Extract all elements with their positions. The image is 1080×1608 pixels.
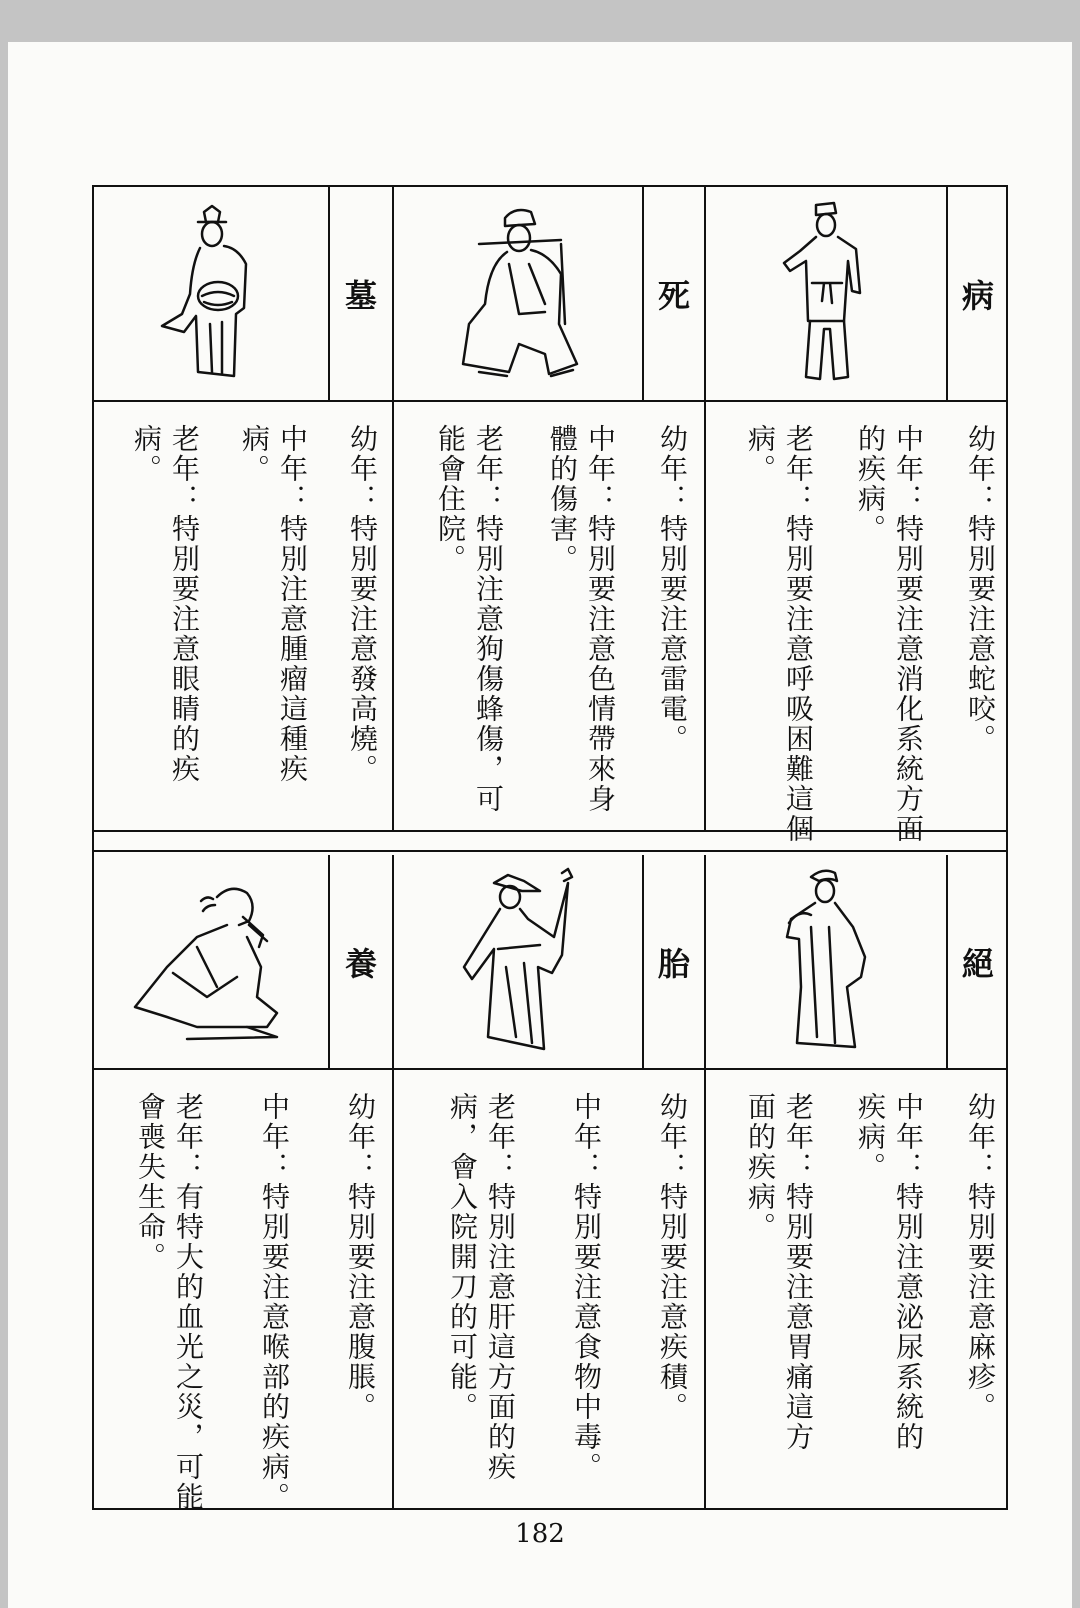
cell-text (394, 402, 704, 830)
cell-embryo (394, 855, 706, 1510)
text-line: 中年：特別要注意色情帶來身 (584, 424, 617, 814)
stage-label: 病 (961, 276, 994, 315)
cell-illness (706, 187, 1008, 844)
cell-tomb (94, 187, 394, 830)
cell-text (706, 1070, 1008, 1510)
text-line: 老年：特別要注意眼睛的疾 (168, 424, 201, 784)
text-line: 老年：特別注意狗傷蜂傷，可 (472, 424, 505, 814)
cell-header (94, 855, 392, 1070)
cell-text (94, 1070, 392, 1510)
label-box (328, 187, 392, 400)
cell-header (706, 187, 1008, 402)
text-line: 幼年：特別要注意麻疹。 (964, 1092, 997, 1422)
text-line: 中年：特別注意泌尿系統的 (892, 1092, 925, 1452)
cell-header (394, 187, 704, 402)
robed-man-holding-jar-illustration (94, 187, 330, 400)
label-box (642, 855, 704, 1068)
text-line: 會喪失生命。 (134, 1092, 167, 1272)
text-line: 體的傷害。 (546, 424, 579, 574)
cell-header (394, 855, 704, 1070)
text-line: 面的疾病。 (744, 1092, 777, 1242)
cell-death (394, 187, 706, 830)
dancing-scholar-illustration (394, 855, 644, 1068)
text-line: 病，會入院開刀的可能。 (446, 1092, 479, 1422)
text-line: 幼年：特別要注意蛇咬。 (964, 424, 997, 754)
label-box (328, 855, 392, 1068)
text-line: 幼年：特別要注意發高燒。 (346, 424, 379, 784)
standing-lady-illustration (706, 855, 946, 1068)
cell-header (706, 855, 1008, 1070)
text-line: 幼年：特別要注意疾積。 (656, 1092, 689, 1422)
label-box (642, 187, 704, 400)
text-line: 老年：特別注意肝這方面的疾 (484, 1092, 517, 1482)
cell-text (94, 402, 392, 830)
text-line: 中年：特別要注意消化系統方面 (892, 424, 925, 844)
text-line: 病。 (744, 424, 777, 484)
text-line: 老年：特別要注意胃痛這方 (782, 1092, 815, 1452)
fortune-table (92, 185, 1008, 1510)
text-line: 老年：特別要注意呼吸困難這個 (782, 424, 815, 844)
stage-label: 絕 (961, 944, 994, 983)
stage-label: 養 (344, 944, 377, 983)
stage-label: 胎 (657, 944, 690, 983)
stage-label: 死 (657, 276, 690, 315)
label-box (946, 855, 1008, 1068)
text-line: 能會住院。 (434, 424, 467, 574)
text-line: 病。 (238, 424, 271, 484)
text-line: 中年：特別要注意喉部的疾病。 (258, 1092, 291, 1512)
cell-extinction (706, 855, 1008, 1510)
kneeling-elder-illustration (94, 855, 330, 1068)
text-line: 幼年：特別要注意腹脹。 (344, 1092, 377, 1422)
cell-text (706, 402, 1008, 844)
text-line: 老年：有特大的血光之災，可能 (172, 1092, 205, 1512)
seated-official-illustration (394, 187, 644, 400)
row-divider (94, 830, 1006, 852)
cell-text (394, 1070, 704, 1510)
page-number: 182 (515, 1519, 565, 1549)
label-box (946, 187, 1008, 400)
text-line: 中年：特別注意腫瘤這種疾 (276, 424, 309, 784)
text-line: 的疾病。 (854, 424, 887, 544)
bottom-row (94, 855, 1006, 1515)
text-line: 幼年：特別要注意雷電。 (656, 424, 689, 754)
stage-label: 墓 (344, 276, 377, 315)
text-line: 中年：特別要注意食物中毒。 (570, 1092, 603, 1482)
text-line: 疾病。 (854, 1092, 887, 1182)
text-line: 病。 (130, 424, 163, 484)
top-row (94, 187, 1006, 847)
standing-young-man-illustration (706, 187, 946, 400)
cell-nurture (94, 855, 394, 1510)
cell-header (94, 187, 392, 402)
